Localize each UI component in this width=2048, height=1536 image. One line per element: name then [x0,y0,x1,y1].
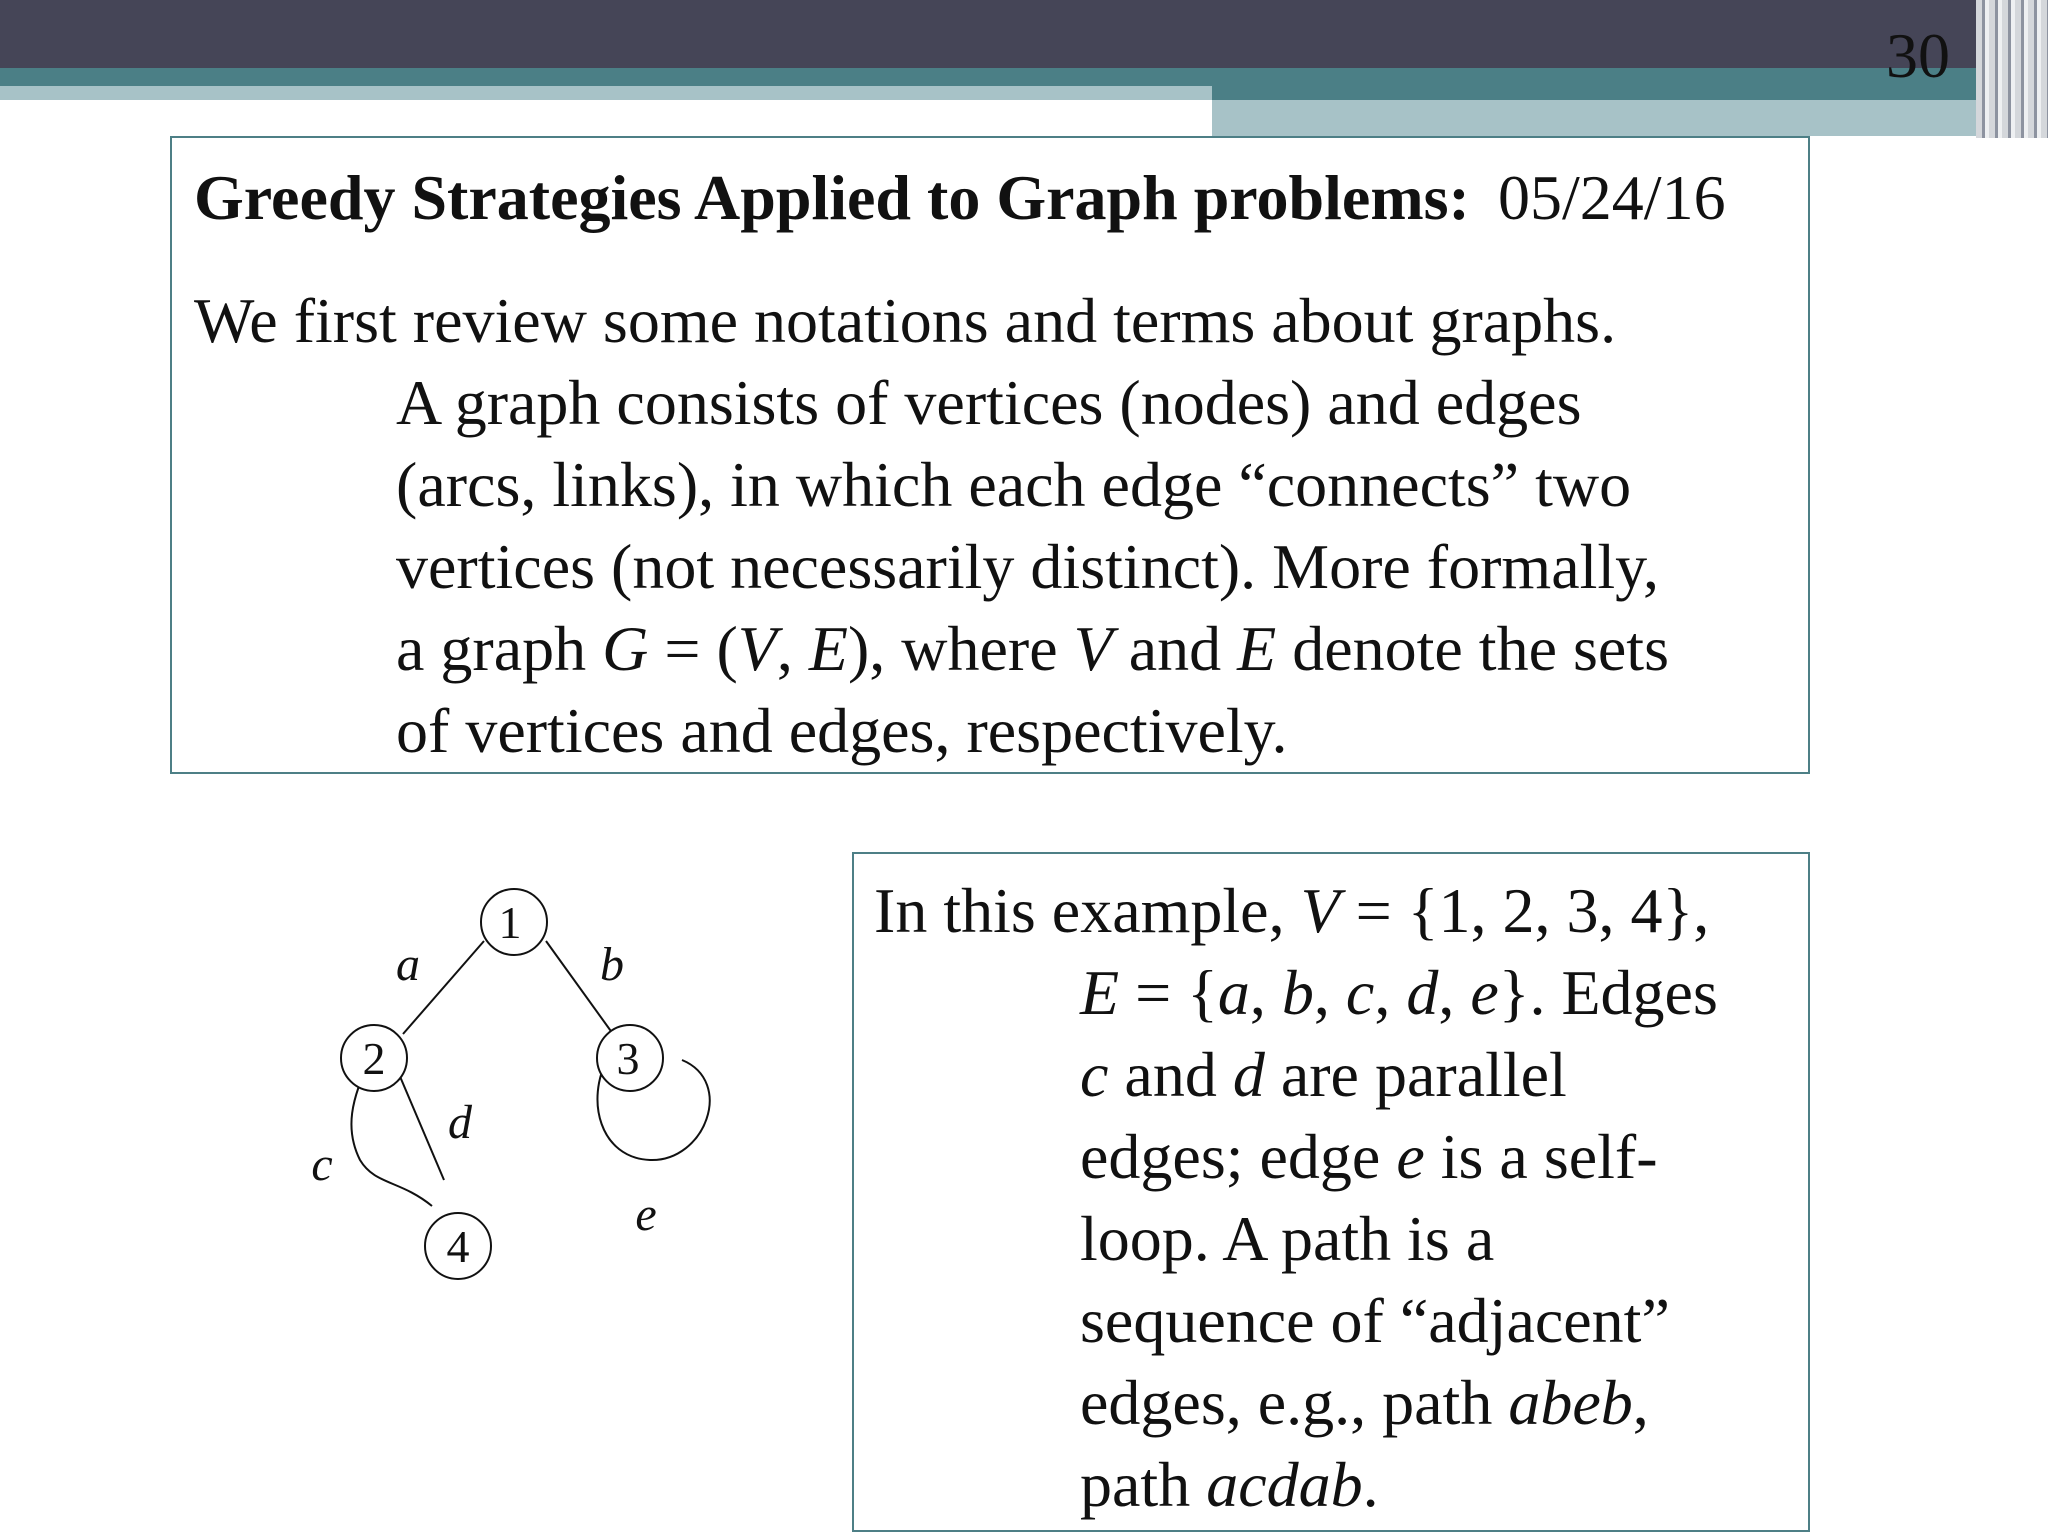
header-band-dark [0,0,2048,68]
node-label: 1 [498,897,522,948]
edge-label: b [600,938,624,991]
edge-label: c [311,1138,333,1191]
slide-title: Greedy Strategies Applied to Graph problems: [194,162,1470,233]
definition-line: A graph consists of vertices (nodes) and edges [396,367,1582,438]
header-stripes [1976,0,2048,138]
edge-label: e [635,1188,657,1241]
definition-line: vertices (not necessarily distinct). More formally, [396,531,1659,602]
example-line: path acdab. [1080,1449,1379,1520]
example-box [852,852,1810,1532]
header-band-light-right [1212,100,2048,136]
slide-number: 30 [1886,20,1950,91]
edge-label: a [396,938,420,991]
node-label: 4 [446,1221,470,1272]
example-line: edges; edge e is a self- [1080,1121,1658,1192]
header-band-light [0,86,1212,100]
example-line: sequence of “adjacent” [1080,1285,1670,1356]
definition-box [170,136,1810,774]
example-line: E = {a, b, c, d, e}. Edges [1080,957,1718,1028]
definition-formal-line: a graph G = (V, E), where V and E denote the sets [396,613,1669,684]
example-paragraph [1080,952,1718,1526]
definition-paragraph [396,362,1796,772]
example-line: loop. A path is a [1080,1203,1495,1274]
intro-text: We first review some notations and terms about graphs. [194,285,1617,356]
graph-diagram [290,870,750,1310]
slide-date: 05/24/16 [1498,162,1726,233]
edge-label: d [448,1096,472,1149]
example-line: edges, e.g., path abeb, [1080,1367,1649,1438]
node-label: 3 [616,1033,640,1084]
definition-line: of vertices and edges, respectively. [396,695,1288,766]
example-line: In this example, V = {1, 2, 3, 4}, [874,875,1710,946]
node-label: 2 [362,1033,386,1084]
definition-line: (arcs, links), in which each edge “connects” two [396,449,1632,520]
example-line: c and d are parallel [1080,1039,1567,1110]
